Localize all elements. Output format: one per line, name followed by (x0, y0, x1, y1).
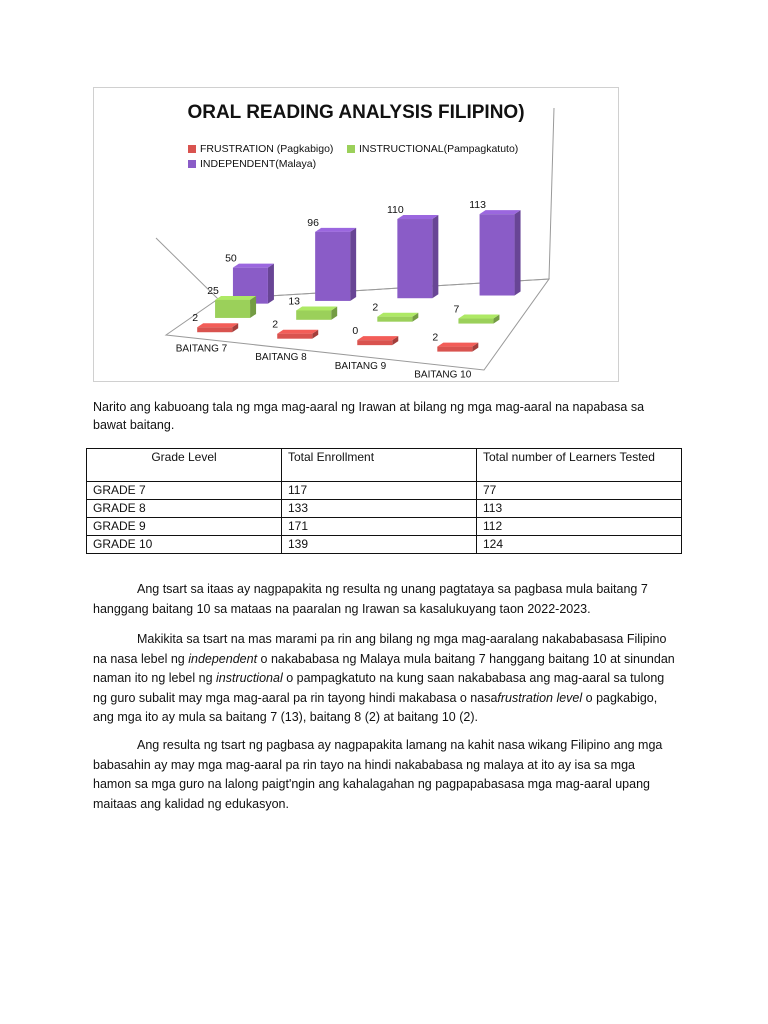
paragraph-2-em-independent: independent (188, 651, 258, 666)
data-label-instructional-2: 13 (288, 295, 301, 308)
legend-item-frustration (188, 143, 333, 155)
cell-enrollment: 133 (282, 500, 477, 518)
enrollment-table (86, 448, 682, 554)
category-label-2: BAITANG 8 (255, 352, 307, 364)
paragraph-2 (93, 630, 675, 728)
intro-text: Narito ang kabuoang tala ng mga mag-aaral ng Irawan at bilang ng mga mag-aaral na napabasa sa bawat baitang. (93, 400, 645, 432)
bar-side-independent-2 (350, 228, 356, 301)
data-label-frustration-3: 0 (352, 325, 359, 338)
table-row (87, 536, 682, 554)
paragraph-2-text-b: o nakababasa ng Malaya mula baitang 7 hanggang baitang 10 at sinundan naman ito ng lebel ng (93, 651, 675, 685)
legend-swatch-instructional (347, 145, 355, 153)
bar-instructional-4 (458, 319, 493, 324)
bar-independent-3 (397, 219, 432, 298)
category-label-1: BAITANG 7 (175, 343, 228, 355)
bar-independent-2 (315, 232, 350, 301)
paragraph-3-text: Ang resulta ng tsart ng pagbasa ay nagpapakita lamang na kahit nasa wikang Filipino ang mga babasahin ay may mga mag-aaral pa rin tayo na hindi nakababasa ng malaya at ito ay isa sa mga hamon sa mga guro na lalong paigt'ngin ang kahalagahan ng pagpapabasasa mga mag-aaral upang maitaas ang kalidad ng edukasyon. (93, 738, 663, 811)
header-total-enrollment: Total Enrollment (282, 449, 477, 482)
cell-grade: GRADE 10 (87, 536, 282, 554)
bar-frustration-4 (437, 347, 472, 352)
data-label-independent-1: 50 (225, 252, 237, 265)
bar-top-frustration-4 (437, 343, 478, 347)
bar-side-independent-1 (268, 264, 274, 304)
paragraph-2-text-c: o pampagkatuto na kung saan nakababasa ang mag-aaral sa tulong ng guro subalit may mga mag-aaral pa rin tayong hindi makabasa o nasa (93, 671, 665, 705)
data-label-frustration-4: 2 (432, 331, 439, 344)
paragraph-1 (93, 580, 675, 619)
bar-top-instructional-1 (215, 296, 256, 300)
paragraph-2-text-d: o pagkabigo, ang mga ito ay mula sa baitang 7 (13), baitang 8 (2) at baitang 10 (2). (93, 690, 658, 724)
legend-item-instructional (347, 143, 518, 155)
table-header-row (87, 449, 682, 482)
bar-instructional-2 (296, 310, 331, 319)
bar-top-instructional-2 (296, 306, 337, 310)
cell-enrollment: 139 (282, 536, 477, 554)
data-label-frustration-1: 2 (192, 312, 199, 325)
table-row (87, 482, 682, 500)
chart-container (93, 87, 619, 382)
cell-enrollment: 171 (282, 518, 477, 536)
bar-side-independent-4 (515, 210, 521, 295)
cell-tested: 124 (477, 536, 682, 554)
bar-top-frustration-3 (357, 336, 398, 340)
bar-top-frustration-2 (277, 330, 318, 334)
legend-item-independent (188, 158, 316, 170)
paragraph-2-em-frustration: frustration level (497, 690, 583, 705)
legend-label-independent: INDEPENDENT(Malaya) (200, 158, 317, 170)
data-label-frustration-2: 2 (272, 318, 279, 331)
bar-top-frustration-1 (197, 323, 238, 327)
bar-frustration-2 (277, 334, 312, 339)
bar-top-independent-2 (315, 228, 356, 232)
paragraph-3 (93, 736, 675, 814)
category-label-4: BAITANG 10 (414, 369, 472, 381)
data-label-instructional-1: 25 (207, 284, 219, 297)
legend-swatch-independent (188, 160, 196, 168)
data-label-independent-4: 113 (469, 199, 486, 212)
chart-title: ORAL READING ANALYSIS FILIPINO) (187, 102, 525, 123)
legend-label-frustration: FRUSTRATION (Pagkabigo) (200, 143, 334, 155)
legend-label-instructional: INSTRUCTIONAL(Pampagkatuto) (359, 143, 519, 155)
bar-frustration-3 (357, 340, 392, 345)
legend-swatch-frustration (188, 145, 196, 153)
cell-grade: GRADE 9 (87, 518, 282, 536)
table-row (87, 518, 682, 536)
bar-top-independent-1 (233, 264, 274, 268)
category-label-3: BAITANG 9 (334, 360, 387, 372)
cell-tested: 112 (477, 518, 682, 536)
header-grade-level: Grade Level (87, 449, 282, 482)
bar-instructional-1 (215, 300, 250, 318)
paragraph-2-text-a: Makikita sa tsart na mas marami pa rin ang bilang ng mga mag-aaralang nakababasasa Filipino na nasa lebel ng (93, 632, 667, 666)
table-row (87, 500, 682, 518)
cell-enrollment: 117 (282, 482, 477, 500)
bar-top-instructional-4 (458, 315, 499, 319)
data-label-instructional-3: 2 (372, 301, 379, 314)
bar-chart-3d (94, 88, 620, 383)
paragraph-2-em-instructional: instructional (216, 671, 283, 685)
cell-grade: GRADE 7 (87, 482, 282, 500)
bar-frustration-1 (197, 327, 232, 332)
header-learners-tested: Total number of Learners Tested (477, 449, 682, 482)
bar-independent-4 (480, 214, 515, 295)
cell-tested: 77 (477, 482, 682, 500)
cell-grade: GRADE 8 (87, 500, 282, 518)
paragraph-1-text: Ang tsart sa itaas ay nagpapakita ng resulta ng unang pagtataya sa pagbasa mula baitang 7 hanggang baitang 10 sa mataas na paaralan ng Irawan sa kasalukuyang taon 2022-2023. (93, 582, 648, 616)
bar-top-instructional-3 (377, 313, 418, 317)
bar-instructional-3 (377, 317, 412, 322)
cell-tested: 113 (477, 500, 682, 518)
data-label-independent-2: 96 (307, 216, 319, 229)
bar-side-independent-3 (432, 215, 438, 298)
data-label-instructional-4: 7 (453, 303, 460, 316)
data-label-independent-3: 110 (386, 204, 404, 217)
